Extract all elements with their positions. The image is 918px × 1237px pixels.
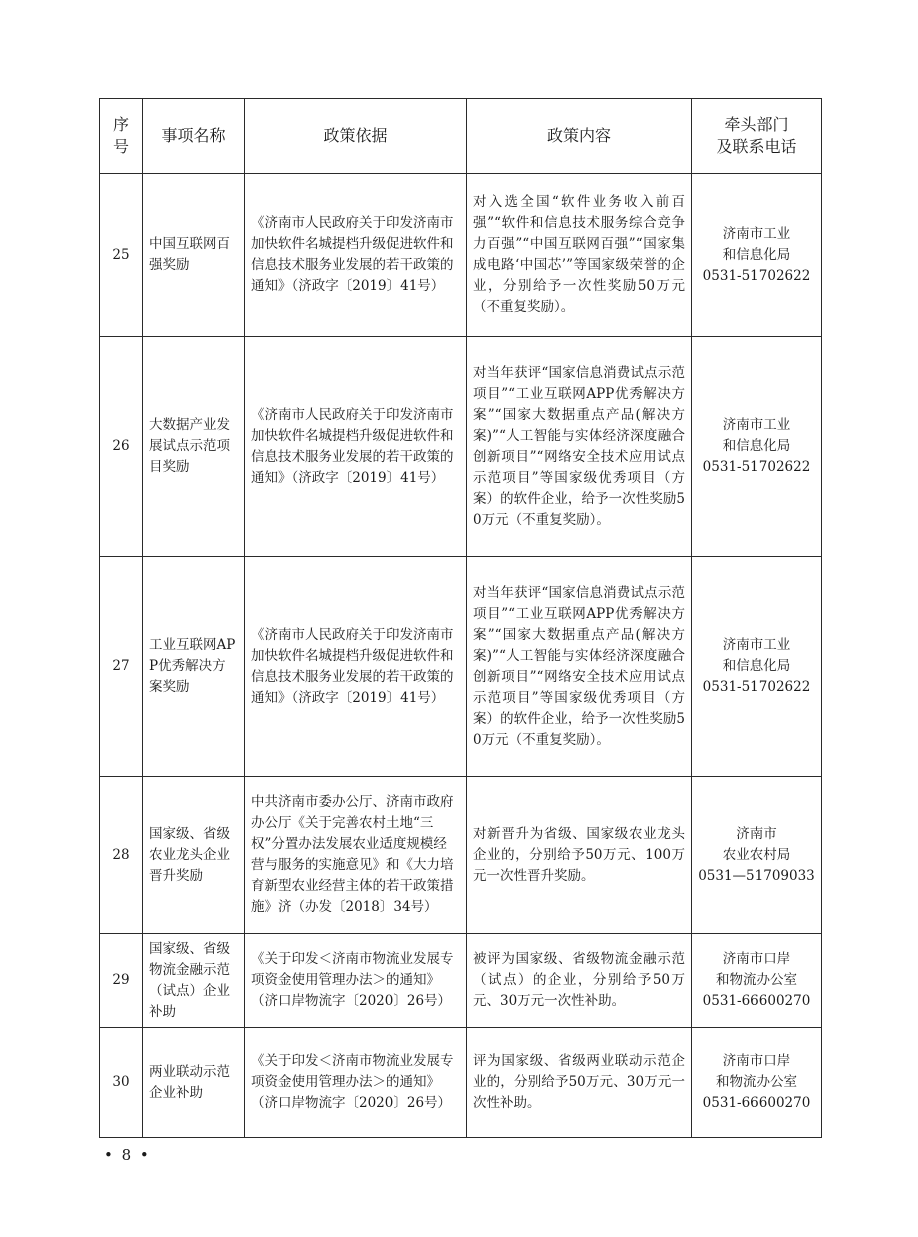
lead-department	[692, 1028, 822, 1138]
policy-content: 对入选全国“软件业务收入前百强”“软件和信息技术服务综合竞争力百强”“中国互联网百强”“国家集成电路‘中国芯’”等国家级荣誉的企业，分别给予一次性奖励50万元（不重复奖励）。	[467, 174, 692, 337]
policy-basis: 《济南市人民政府关于印发济南市加快软件名城提档升级促进软件和信息技术服务业发展的若干政策的通知》（济政字〔2019〕41号）	[245, 557, 467, 777]
department-line2: 和信息化局	[722, 438, 791, 454]
department-line2: 农业农村局	[722, 846, 791, 863]
contact-phone: 0531-66600270	[702, 993, 811, 1009]
item-name: 国家级、省级物流金融示范（试点）企业补助	[143, 934, 245, 1028]
department-line2: 和物流办公室	[716, 1074, 797, 1090]
policy-content: 评为国家级、省级两业联动示范企业的，分别给予50万元、30万元一次性补助。	[467, 1028, 692, 1138]
department-line1: 济南市口岸	[722, 1053, 791, 1069]
department-line2: 和物流办公室	[716, 972, 797, 988]
page-number: • 8 •	[104, 1146, 151, 1164]
policy-content: 被评为国家级、省级物流金融示范（试点）的企业，分别给予50万元、30万元一次性补助。	[467, 934, 692, 1028]
row-number: 25	[100, 174, 143, 337]
item-name: 国家级、省级农业龙头企业晋升奖励	[143, 777, 245, 934]
department-line1: 济南市工业	[722, 637, 791, 653]
header-dept	[692, 99, 822, 174]
row-number: 29	[100, 934, 143, 1028]
table-row	[100, 337, 822, 557]
department-line1: 济南市	[736, 825, 777, 842]
department-line2: 和信息化局	[722, 658, 791, 674]
item-name: 两业联动示范企业补助	[143, 1028, 245, 1138]
header-name: 事项名称	[143, 99, 245, 174]
header-dept-line1: 牵头部门	[724, 115, 789, 134]
header-no: 序号	[100, 99, 143, 174]
policy-table	[99, 98, 822, 1138]
header-dept-line2: 及联系电话	[716, 137, 797, 156]
lead-department	[692, 557, 822, 777]
lead-department	[692, 934, 822, 1028]
header-content: 政策内容	[467, 99, 692, 174]
policy-basis: 《关于印发＜济南市物流业发展专项资金使用管理办法＞的通知》（济口岸物流字〔2020〕26号）	[245, 934, 467, 1028]
table-row	[100, 777, 822, 934]
table-header-row	[100, 99, 822, 174]
lead-department	[692, 777, 822, 934]
row-number: 27	[100, 557, 143, 777]
department-line2: 和信息化局	[722, 246, 791, 263]
policy-basis: 《济南市人民政府关于印发济南市加快软件名城提档升级促进软件和信息技术服务业发展的若干政策的通知》（济政字〔2019〕41号）	[245, 174, 467, 337]
item-name: 中国互联网百强奖励	[143, 174, 245, 337]
contact-phone: 0531-66600270	[702, 1095, 811, 1111]
lead-department	[692, 337, 822, 557]
row-number: 26	[100, 337, 143, 557]
policy-basis: 中共济南市委办公厅、济南市政府办公厅《关于完善农村土地“三权”分置办法发展农业适度规模经营与服务的实施意见》和《大力培育新型农业经营主体的若干政策措施》济（办发〔2018〕34号）	[245, 777, 467, 934]
policy-content: 对当年获评“国家信息消费试点示范项目”“工业互联网APP优秀解决方案”“国家大数据重点产品(解决方案)”“人工智能与实体经济深度融合创新项目”“网络安全技术应用试点示范项目”等国家级优秀项目（方案）的软件企业，给予一次性奖励50万元（不重复奖励）。	[467, 337, 692, 557]
row-number: 30	[100, 1028, 143, 1138]
policy-basis: 《关于印发＜济南市物流业发展专项资金使用管理办法＞的通知》（济口岸物流字〔2020〕26号）	[245, 1028, 467, 1138]
policy-content: 对当年获评“国家信息消费试点示范项目”“工业互联网APP优秀解决方案”“国家大数据重点产品(解决方案)”“人工智能与实体经济深度融合创新项目”“网络安全技术应用试点示范项目”等国家级优秀项目（方案）的软件企业，给予一次性奖励50万元（不重复奖励）。	[467, 557, 692, 777]
policy-basis: 《济南市人民政府关于印发济南市加快软件名城提档升级促进软件和信息技术服务业发展的若干政策的通知》（济政字〔2019〕41号）	[245, 337, 467, 557]
contact-phone: 0531-51702622	[702, 679, 811, 695]
table-row	[100, 1028, 822, 1138]
lead-department	[692, 174, 822, 337]
policy-content: 对新晋升为省级、国家级农业龙头企业的，分别给予50万元、100万元一次性晋升奖励。	[467, 777, 692, 934]
contact-phone: 0531—51709033	[698, 867, 815, 884]
item-name: 工业互联网APP优秀解决方案奖励	[143, 557, 245, 777]
row-number: 28	[100, 777, 143, 934]
table-row	[100, 174, 822, 337]
department-line1: 济南市口岸	[722, 951, 791, 967]
department-line1: 济南市工业	[722, 225, 791, 242]
department-line1: 济南市工业	[722, 417, 791, 433]
table-row	[100, 557, 822, 777]
contact-phone: 0531-51702622	[702, 267, 811, 284]
table-row	[100, 934, 822, 1028]
contact-phone: 0531-51702622	[702, 459, 811, 475]
header-basis: 政策依据	[245, 99, 467, 174]
item-name: 大数据产业发展试点示范项目奖励	[143, 337, 245, 557]
